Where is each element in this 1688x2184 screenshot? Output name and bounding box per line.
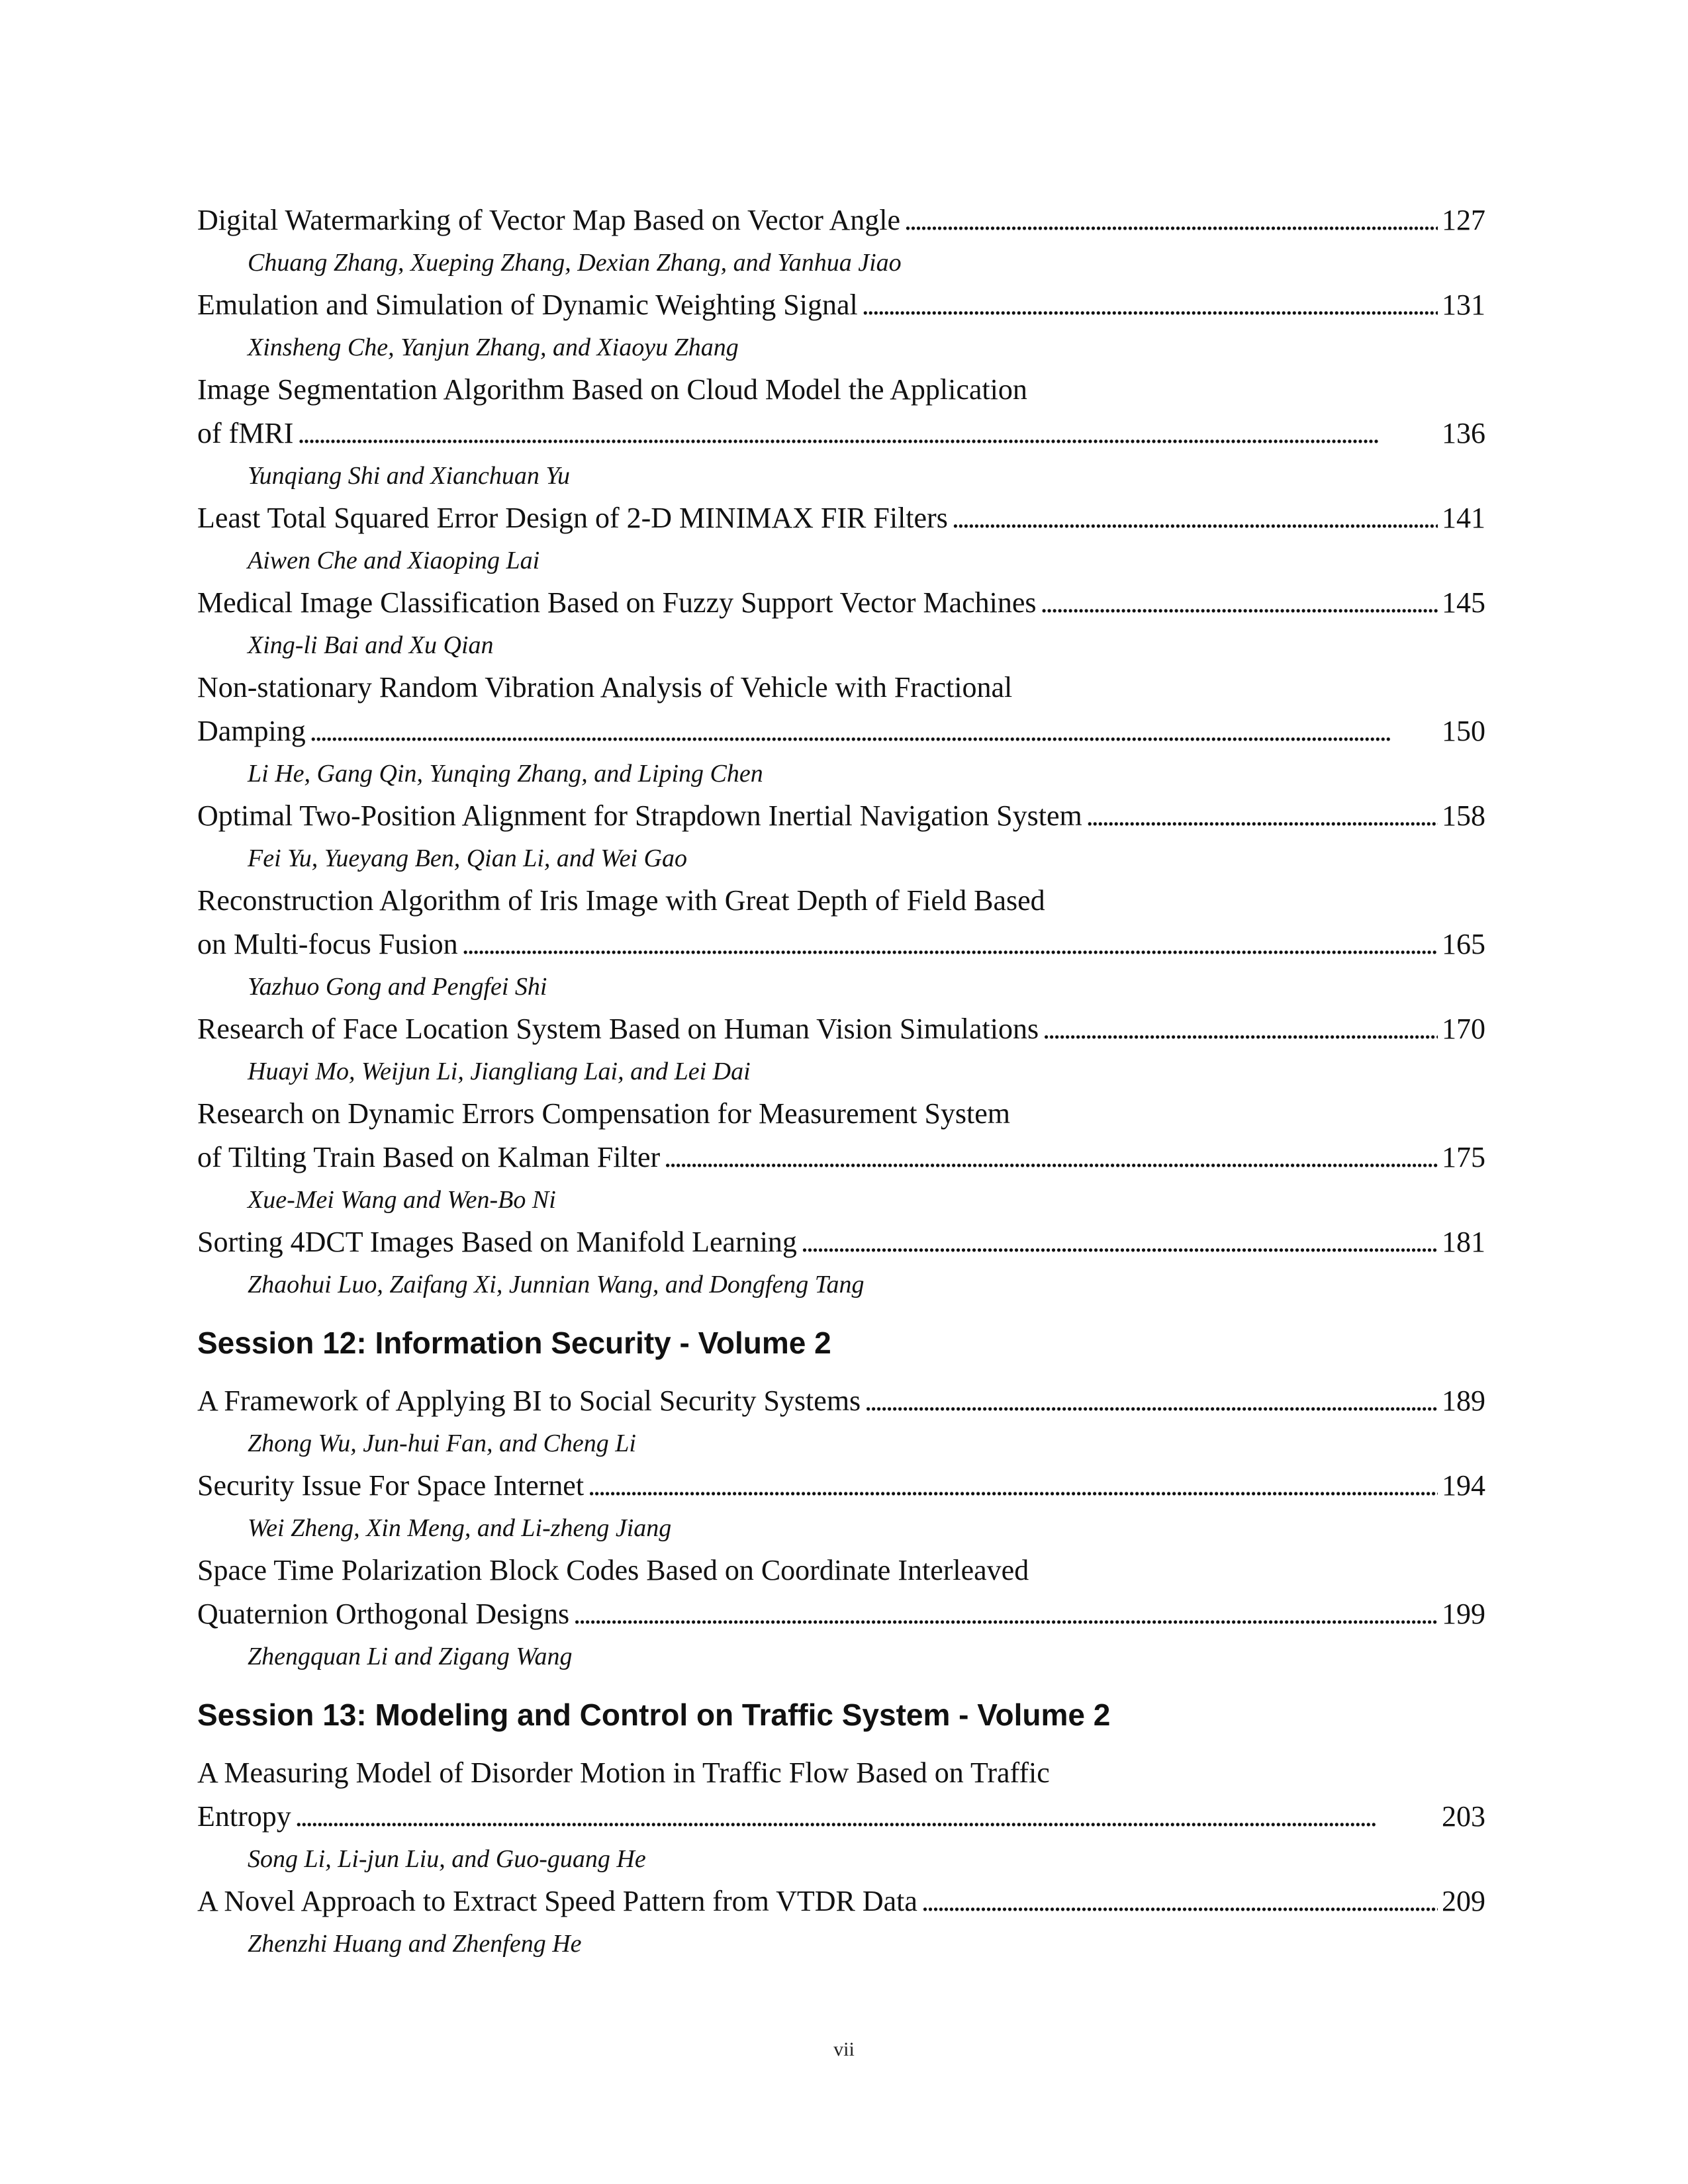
entry-authors: Xinsheng Che, Yanjun Zhang, and Xiaoyu Zhang [248, 334, 739, 361]
dot-leader [573, 1592, 1438, 1636]
dot-leader [904, 199, 1438, 242]
entry-page-number: 203 [1442, 1800, 1485, 1833]
entry-title-row[interactable] [197, 709, 1485, 753]
toc-entry [197, 199, 1485, 283]
entry-title-row[interactable] [197, 412, 1485, 455]
dot-leader [297, 412, 1438, 455]
entry-authors: Zhenzhi Huang and Zhenfeng He [248, 1930, 582, 1958]
entry-authors: Yunqiang Shi and Xianchuan Yu [248, 462, 571, 490]
entry-title-row[interactable] [197, 794, 1485, 838]
dot-leader [310, 709, 1438, 753]
entry-authors: Wei Zheng, Xin Meng, and Li-zheng Jiang [248, 1514, 672, 1542]
dot-leader [1043, 1007, 1438, 1051]
toc-entry [197, 283, 1485, 368]
toc-entry [197, 1464, 1485, 1549]
entry-title-row[interactable] [197, 283, 1485, 327]
dot-leader [462, 923, 1438, 966]
entry-title-row[interactable] [197, 496, 1485, 540]
entry-title-row[interactable] [197, 1880, 1485, 1923]
toc-entry [197, 666, 1485, 794]
dot-leader [295, 1795, 1438, 1839]
toc-entry [197, 1220, 1485, 1305]
entry-title-row[interactable] [197, 1220, 1485, 1264]
entry-title-row[interactable] [197, 1136, 1485, 1179]
entry-authors: Song Li, Li-jun Liu, and Guo-guang He [248, 1845, 646, 1873]
dot-leader [801, 1220, 1438, 1264]
toc-entry [197, 496, 1485, 581]
toc-entry [197, 1549, 1485, 1677]
dot-leader [921, 1880, 1438, 1923]
toc-entry [197, 879, 1485, 1007]
entry-title: Damping [197, 715, 306, 747]
entry-authors: Xue-Mei Wang and Wen-Bo Ni [248, 1186, 556, 1214]
page-number-footer: vii [833, 2038, 855, 2060]
entry-title: Research of Face Location System Based on Human Vision Simulations [197, 1013, 1039, 1045]
entry-title: Medical Image Classification Based on Fuzzy Support Vector Machines [197, 586, 1037, 619]
entry-title: of fMRI [197, 417, 294, 449]
entry-page-number: 145 [1442, 586, 1485, 619]
entry-page-number: 131 [1442, 289, 1485, 321]
entry-title: Quaternion Orthogonal Designs [197, 1598, 570, 1630]
entry-title: Reconstruction Algorithm of Iris Image with Great Depth of Field Based [197, 884, 1045, 917]
toc-entry [197, 581, 1485, 666]
entry-page-number: 165 [1442, 928, 1485, 960]
entry-page-number: 136 [1442, 417, 1485, 449]
entry-authors: Zhaohui Luo, Zaifang Xi, Junnian Wang, and Dongfeng Tang [248, 1271, 865, 1298]
dot-leader [952, 496, 1438, 540]
toc-entry [197, 1880, 1485, 1964]
entry-authors: Li He, Gang Qin, Yunqing Zhang, and Liping Chen [248, 760, 763, 788]
entry-page-number: 181 [1442, 1226, 1485, 1258]
toc-entry [197, 1007, 1485, 1092]
entry-title: on Multi-focus Fusion [197, 928, 458, 960]
entry-title: A Framework of Applying BI to Social Security Systems [197, 1385, 861, 1417]
dot-leader [865, 1379, 1438, 1423]
entry-title-row[interactable] [197, 1464, 1485, 1508]
dot-leader [862, 283, 1438, 327]
entry-title-row[interactable] [197, 923, 1485, 966]
dot-leader [664, 1136, 1438, 1179]
entry-page-number: 209 [1442, 1885, 1485, 1917]
toc-entry [197, 794, 1485, 879]
entry-authors: Zhong Wu, Jun-hui Fan, and Cheng Li [248, 1430, 636, 1457]
entry-authors: Fei Yu, Yueyang Ben, Qian Li, and Wei Gao [248, 844, 687, 872]
entry-page-number: 150 [1442, 715, 1485, 747]
session-heading: Session 13: Modeling and Control on Traffic System - Volume 2 [197, 1698, 1111, 1732]
entry-page-number: 127 [1442, 204, 1485, 236]
toc-entry [197, 1092, 1485, 1220]
entry-page-number: 189 [1442, 1385, 1485, 1417]
session-heading: Session 12: Information Security - Volume 2 [197, 1326, 831, 1360]
entry-page-number: 175 [1442, 1141, 1485, 1173]
entry-page-number: 194 [1442, 1469, 1485, 1502]
entry-title: Space Time Polarization Block Codes Based on Coordinate Interleaved [197, 1554, 1029, 1586]
entry-page-number: 170 [1442, 1013, 1485, 1045]
dot-leader [1086, 794, 1438, 838]
entry-title: Image Segmentation Algorithm Based on Cloud Model the Application [197, 373, 1027, 406]
entry-title: A Measuring Model of Disorder Motion in Traffic Flow Based on Traffic [197, 1756, 1050, 1789]
entry-authors: Yazhuo Gong and Pengfei Shi [248, 973, 547, 1001]
entry-title-row[interactable] [197, 1007, 1485, 1051]
entry-authors: Aiwen Che and Xiaoping Lai [248, 547, 540, 574]
entry-title-row[interactable] [197, 1592, 1485, 1636]
entry-page-number: 158 [1442, 799, 1485, 832]
entry-title: Optimal Two-Position Alignment for Strapdown Inertial Navigation System [197, 799, 1082, 832]
entry-title: Entropy [197, 1800, 291, 1833]
entry-authors: Xing-li Bai and Xu Qian [248, 631, 494, 659]
entry-authors: Chuang Zhang, Xueping Zhang, Dexian Zhang, and Yanhua Jiao [248, 249, 902, 277]
entry-title-row[interactable] [197, 1379, 1485, 1423]
entry-title: Digital Watermarking of Vector Map Based on Vector Angle [197, 204, 900, 236]
entry-title: of Tilting Train Based on Kalman Filter [197, 1141, 661, 1173]
entry-title: Emulation and Simulation of Dynamic Weighting Signal [197, 289, 858, 321]
entry-title: Security Issue For Space Internet [197, 1469, 585, 1502]
entry-page-number: 199 [1442, 1598, 1485, 1630]
toc-page [197, 199, 1485, 1964]
entry-authors: Zhengquan Li and Zigang Wang [248, 1643, 573, 1670]
toc-entry [197, 1379, 1485, 1464]
entry-title: Non-stationary Random Vibration Analysis of Vehicle with Fractional [197, 671, 1013, 704]
dot-leader [1041, 581, 1438, 625]
toc-entry [197, 1751, 1485, 1880]
entry-title: Sorting 4DCT Images Based on Manifold Learning [197, 1226, 797, 1258]
toc-entry [197, 368, 1485, 496]
dot-leader [588, 1464, 1438, 1508]
entry-title: Least Total Squared Error Design of 2-D MINIMAX FIR Filters [197, 502, 948, 534]
entry-title-row[interactable] [197, 1795, 1485, 1839]
entry-authors: Huayi Mo, Weijun Li, Jiangliang Lai, and Lei Dai [248, 1058, 751, 1085]
entry-title: A Novel Approach to Extract Speed Pattern from VTDR Data [197, 1885, 917, 1917]
entry-title-row[interactable] [197, 581, 1485, 625]
entry-title: Research on Dynamic Errors Compensation for Measurement System [197, 1097, 1011, 1130]
entry-title-row[interactable] [197, 199, 1485, 242]
entry-page-number: 141 [1442, 502, 1485, 534]
